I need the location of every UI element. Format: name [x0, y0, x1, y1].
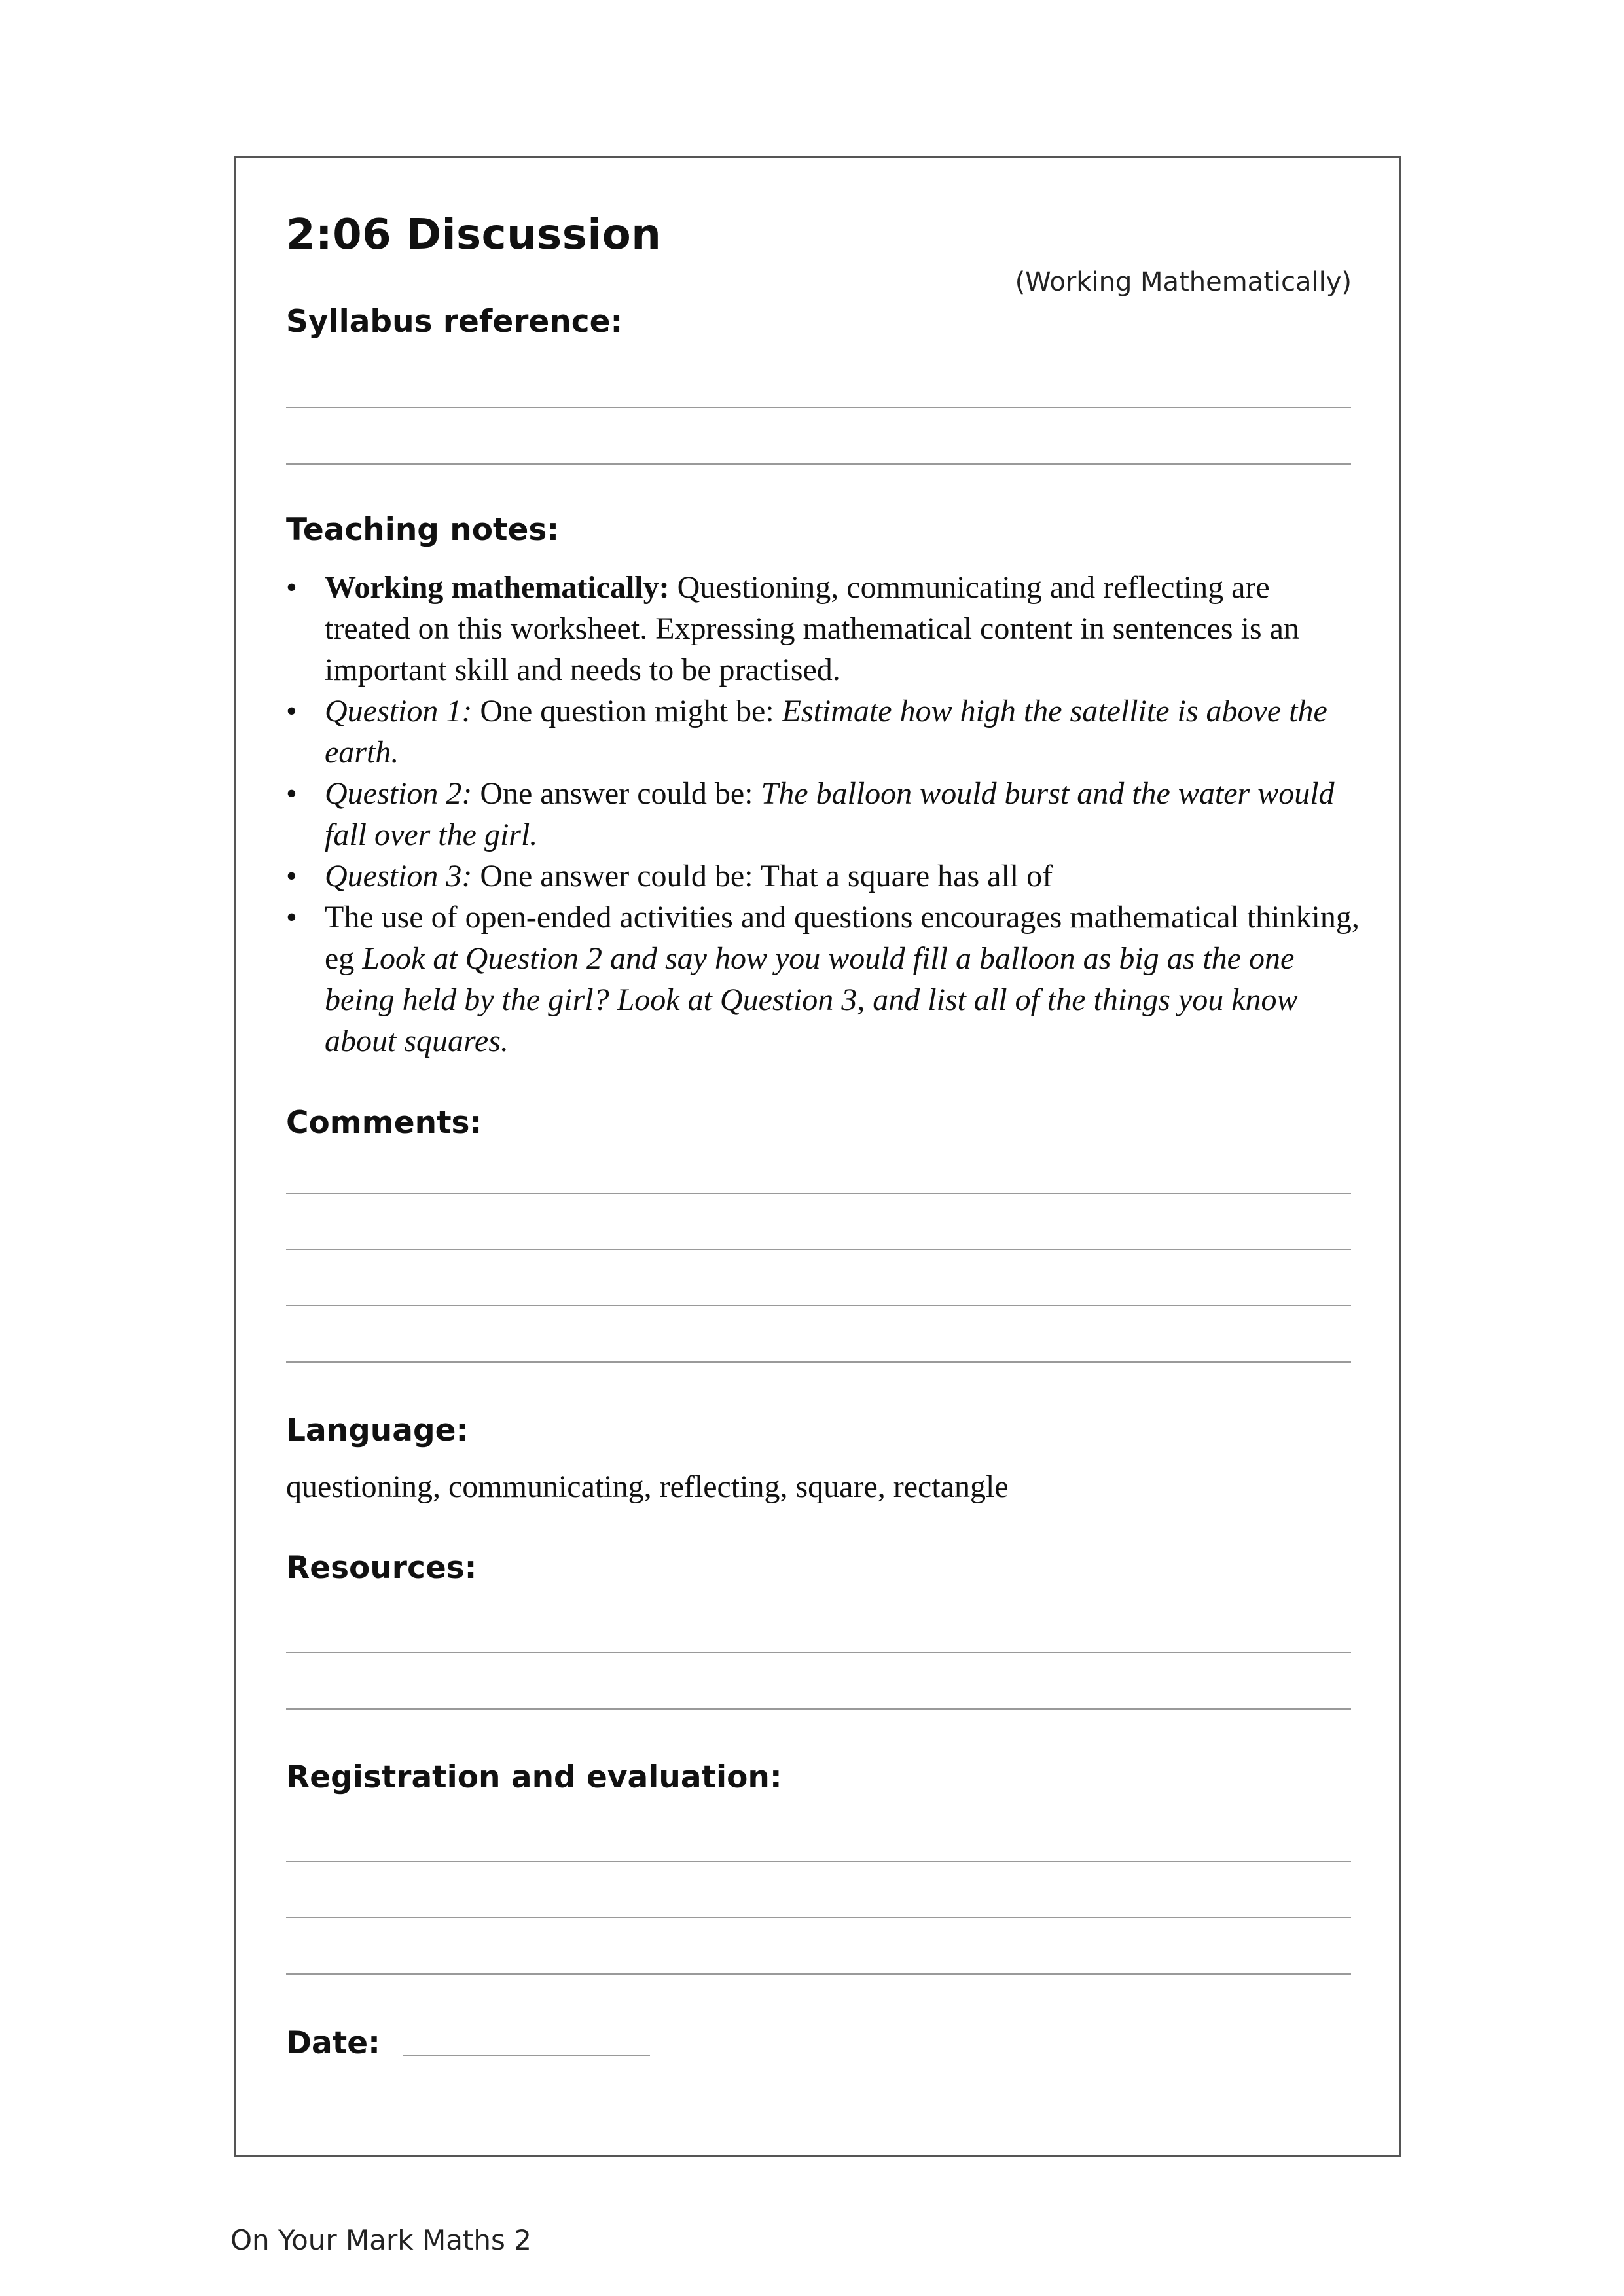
language-heading: Language:: [286, 1412, 469, 1448]
teaching-note-text: Estimate how high the satellite is above the earth.: [325, 694, 1327, 770]
teaching-note-text: Look at Question 2 and say how you would fill a balloon as big as the one being held by the girl? Look at Question 3, and list all of the things you know about squares.: [325, 941, 1298, 1058]
footer-text: On Your Mark Maths 2: [230, 2224, 532, 2256]
resources-line-2[interactable]: [286, 1708, 1351, 1710]
teaching-note-text: One answer could be: That a square has all of: [472, 859, 1053, 893]
teaching-note-text: One answer could be:: [472, 776, 761, 811]
comments-heading: Comments:: [286, 1105, 482, 1141]
registration-heading: Registration and evaluation:: [286, 1759, 782, 1795]
teaching-note-text: Working mathematically:: [325, 570, 670, 605]
teaching-notes-list: [286, 567, 1360, 1062]
teaching-note-item: [286, 897, 1360, 1062]
teaching-note-text: Question 3:: [325, 859, 473, 893]
teaching-note-item: [286, 691, 1360, 773]
comments-line-4[interactable]: [286, 1361, 1351, 1363]
comments-line-1[interactable]: [286, 1193, 1351, 1194]
teaching-note-item: [286, 567, 1360, 691]
teaching-note-text: The use of open-ended activities and questions encourages mathematical thinking, eg: [325, 900, 1360, 976]
strand-label: (Working Mathematically): [1015, 267, 1352, 297]
date-line[interactable]: [403, 2055, 650, 2056]
resources-line-1[interactable]: [286, 1652, 1351, 1653]
registration-line-2[interactable]: [286, 1917, 1351, 1918]
comments-line-2[interactable]: [286, 1249, 1351, 1250]
date-label: Date:: [286, 2025, 380, 2061]
comments-line-3[interactable]: [286, 1305, 1351, 1306]
worksheet-frame: [234, 156, 1401, 2157]
syllabus-heading: Syllabus reference:: [286, 304, 623, 340]
teaching-notes-heading: Teaching notes:: [286, 512, 560, 548]
teaching-note-item: [286, 855, 1360, 897]
teaching-note-text: Question 1:: [325, 694, 473, 728]
language-text: questioning, communicating, reflecting, square, rectangle: [286, 1469, 1009, 1504]
teaching-note-text: The balloon would burst and the water would fall over the girl.: [325, 776, 1335, 852]
teaching-note-text: Question 2:: [325, 776, 473, 811]
teaching-note-text: One question might be:: [472, 694, 782, 728]
registration-line-3[interactable]: [286, 1973, 1351, 1975]
registration-line-1[interactable]: [286, 1861, 1351, 1862]
syllabus-line-1[interactable]: [286, 407, 1351, 408]
page-title: 2:06 Discussion: [286, 211, 662, 259]
teaching-note-text: Questioning, communicating and reflecting are treated on this worksheet. Expressing mathematical content in sentences is an important skill and needs to be practised.: [325, 570, 1299, 687]
syllabus-line-2[interactable]: [286, 463, 1351, 465]
teaching-note-item: [286, 773, 1360, 855]
resources-heading: Resources:: [286, 1550, 477, 1586]
